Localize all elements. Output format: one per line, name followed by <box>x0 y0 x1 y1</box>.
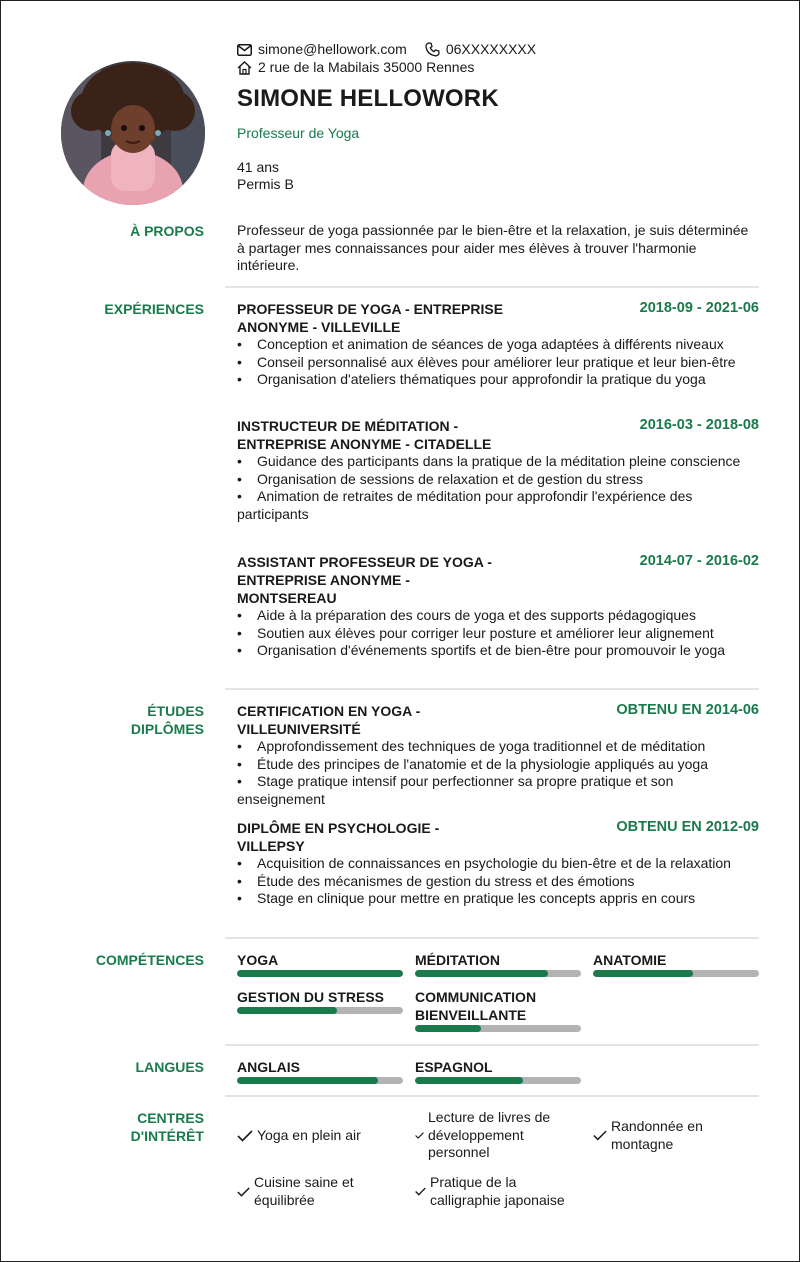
section-label-experiences: EXPÉRIENCES <box>104 301 204 317</box>
experience-date: 2018-09 - 2021-06 <box>639 300 759 316</box>
about-text: Professeur de yoga passionnée par le bien-être et la relaxation, je suis déterminée à partager mes connaissances pour aider mes élèves à trouver l'harmonie intérieure. <box>237 222 749 274</box>
experience-date: 2014-07 - 2016-02 <box>639 553 759 569</box>
experience-title: PROFESSEUR DE YOGA - ENTREPRISE ANONYME - VILLEVILLE <box>237 301 504 335</box>
skill-item <box>415 988 581 1032</box>
phone-icon <box>425 42 440 57</box>
skill-bar <box>237 970 403 977</box>
list-item: • Organisation de sessions de relaxation et de gestion du stress <box>237 471 759 489</box>
interest-item <box>237 1174 397 1209</box>
phone-text[interactable]: 06XXXXXXXX <box>445 41 537 57</box>
job-title: Professeur de Yoga <box>237 125 360 141</box>
education-title: CERTIFICATION EN YOGA - VILLEUNIVERSITÉ <box>237 703 421 737</box>
address-text: 2 rue de la Mabilais 35000 Rennes <box>258 59 475 75</box>
section-label-about: À PROPOS <box>130 223 204 239</box>
experience-bullets <box>237 607 759 660</box>
section-label-line: ÉTUDES <box>147 703 204 719</box>
check-icon <box>415 1187 426 1196</box>
skill-bar <box>415 970 581 977</box>
list-item: • Aide à la préparation des cours de yoga et des supports pédagogiques <box>237 607 759 625</box>
language-name: ANGLAIS <box>237 1059 300 1075</box>
list-item: • Animation de retraites de méditation pour approfondir l'expérience des participants <box>237 488 759 523</box>
experience-entry <box>237 417 759 523</box>
skill-bar-fill <box>237 970 403 977</box>
experience-bullets <box>237 336 759 389</box>
mail-icon <box>237 44 252 56</box>
skill-item <box>593 951 759 977</box>
skill-bar-fill <box>415 1025 481 1032</box>
section-label-line: D'INTÉRÊT <box>130 1128 204 1144</box>
skill-name: YOGA <box>237 952 279 968</box>
divider <box>225 1095 759 1097</box>
section-label-languages: LANGUES <box>135 1059 204 1075</box>
check-icon <box>415 1132 424 1139</box>
experience-date: 2016-03 - 2018-08 <box>639 417 759 433</box>
interest-label: Randonnée en montagne <box>611 1118 703 1152</box>
skill-item <box>415 951 581 977</box>
skill-item <box>237 988 403 1014</box>
list-item: • Stage en clinique pour mettre en pratique les concepts appris en cours <box>237 890 759 908</box>
divider <box>225 286 759 288</box>
list-item: • Étude des mécanismes de gestion du stress et des émotions <box>237 873 759 891</box>
email-text[interactable]: simone@hellowork.com <box>258 41 407 57</box>
skill-bar <box>593 970 759 977</box>
language-item <box>415 1058 581 1084</box>
skill-name: MÉDITATION <box>415 952 501 968</box>
interest-label: Pratique de la calligraphie japonaise <box>430 1174 565 1208</box>
driving-license: Permis B <box>237 176 294 192</box>
list-item: • Conception et animation de séances de yoga adaptées à différents niveaux <box>237 336 759 354</box>
section-label-skills: COMPÉTENCES <box>95 952 204 968</box>
list-item: • Stage pratique intensif pour perfectionner sa propre pratique et son enseignement <box>237 773 759 808</box>
list-item: • Organisation d'événements sportifs et de bien-être pour promouvoir le yoga <box>237 642 759 660</box>
skill-bar <box>237 1007 403 1014</box>
education-entry <box>237 819 759 908</box>
divider <box>225 1044 759 1046</box>
list-item: • Conseil personnalisé aux élèves pour améliorer leur pratique et leur bien-être <box>237 354 759 372</box>
education-date: OBTENU EN 2012-09 <box>616 819 759 835</box>
language-item <box>237 1058 403 1084</box>
list-item: • Acquisition de connaissances en psychologie du bien-être et de la relaxation <box>237 855 759 873</box>
section-label-education <box>131 702 204 738</box>
interest-item <box>593 1118 733 1153</box>
language-bar <box>237 1077 403 1084</box>
experience-title: ASSISTANT PROFESSEUR DE YOGA - ENTREPRISE ANONYME - MONTSEREAU <box>237 554 492 606</box>
skill-bar-fill <box>237 1007 337 1014</box>
section-label-interests <box>131 1109 204 1145</box>
interest-label: Yoga en plein air <box>257 1127 361 1143</box>
skill-bar-fill <box>593 970 693 977</box>
list-item: • Étude des principes de l'anatomie et de la physiologie appliqués au yoga <box>237 756 759 774</box>
section-label-line: DIPLÔMES <box>130 721 204 737</box>
experience-entry <box>237 300 759 389</box>
language-bar-fill <box>237 1077 378 1084</box>
home-icon <box>237 61 252 75</box>
divider <box>225 937 759 939</box>
divider <box>225 688 759 690</box>
check-icon <box>237 1187 250 1197</box>
education-entry <box>237 702 759 808</box>
section-label-line: CENTRES <box>137 1110 204 1126</box>
check-icon <box>237 1130 253 1142</box>
experience-entry <box>237 553 759 660</box>
check-icon <box>593 1130 607 1141</box>
profile-photo <box>61 61 205 205</box>
candidate-name: SIMONE HELLOWORK <box>237 85 499 112</box>
interest-label: Cuisine saine et équilibrée <box>254 1174 354 1208</box>
skill-bar-fill <box>415 970 548 977</box>
skill-bar <box>415 1025 581 1032</box>
skill-name: GESTION DU STRESS <box>237 989 385 1005</box>
skill-name: ANATOMIE <box>593 952 667 968</box>
education-title: DIPLÔME EN PSYCHOLOGIE - VILLEPSY <box>237 820 440 854</box>
skill-item <box>237 951 403 977</box>
education-bullets <box>237 738 759 808</box>
education-date: OBTENU EN 2014-06 <box>616 702 759 718</box>
list-item: • Guidance des participants dans la pratique de la méditation pleine conscience <box>237 453 759 471</box>
language-bar-fill <box>415 1077 523 1084</box>
language-bar <box>415 1077 581 1084</box>
age: 41 ans <box>237 159 280 175</box>
interest-item <box>415 1109 575 1162</box>
interest-item <box>415 1174 585 1209</box>
interest-label: Lecture de livres de développement personnel <box>428 1109 551 1161</box>
list-item: • Organisation d'ateliers thématiques pour approfondir la pratique du yoga <box>237 371 759 389</box>
list-item: • Approfondissement des techniques de yoga traditionnel et de méditation <box>237 738 759 756</box>
education-bullets <box>237 855 759 908</box>
language-name: ESPAGNOL <box>415 1059 493 1075</box>
interest-item <box>237 1127 361 1145</box>
skill-name: COMMUNICATION BIENVEILLANTE <box>415 989 537 1023</box>
experience-bullets <box>237 453 759 523</box>
list-item: • Soutien aux élèves pour corriger leur posture et améliorer leur alignement <box>237 625 759 643</box>
experience-title: INSTRUCTEUR DE MÉDITATION - ENTREPRISE ANONYME - CITADELLE <box>237 418 492 452</box>
email-line <box>237 41 536 59</box>
address-line <box>237 59 474 77</box>
